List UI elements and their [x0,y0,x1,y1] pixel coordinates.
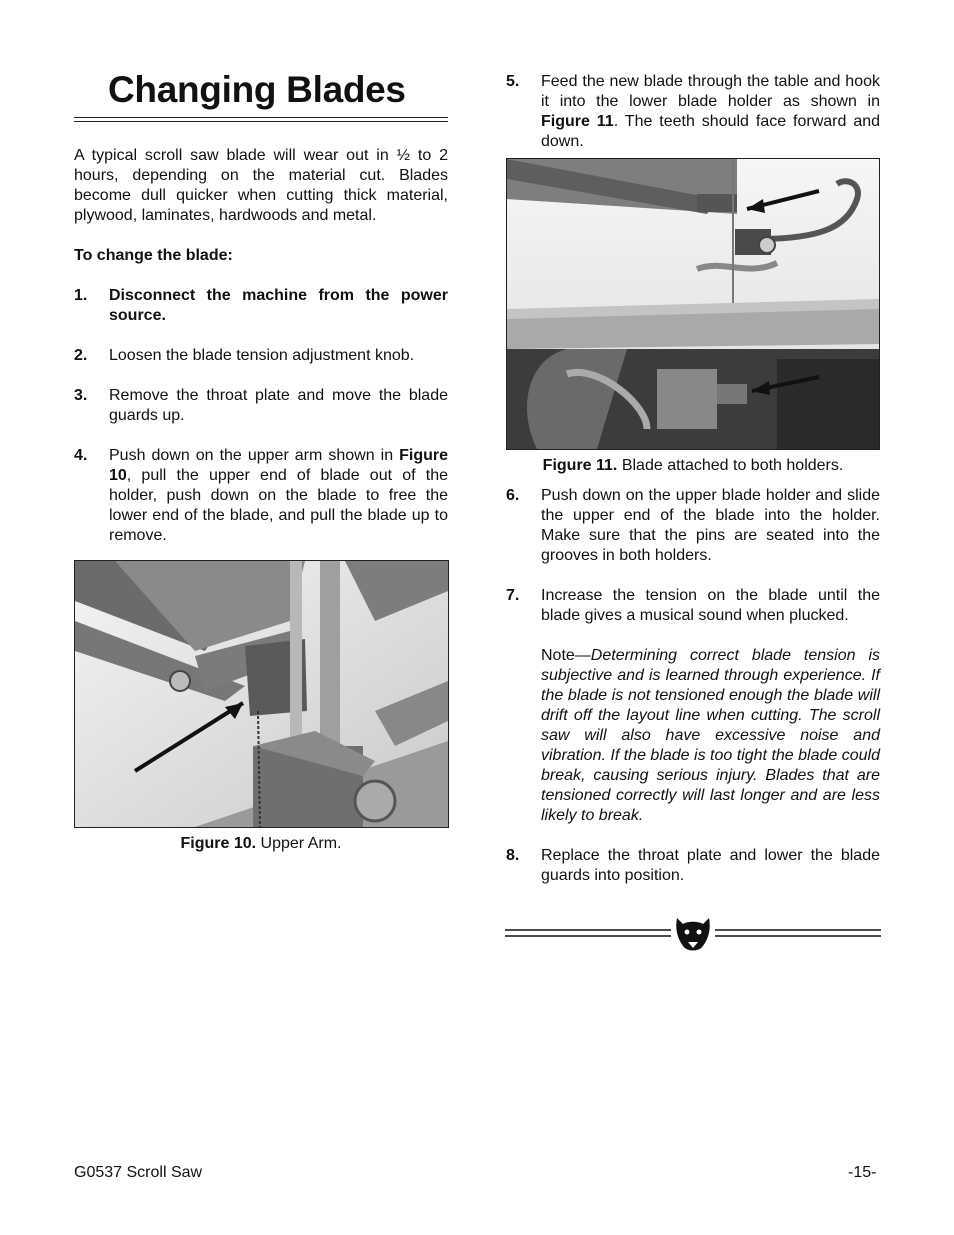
footer-page-number: -15- [848,1164,877,1181]
step-7 [506,586,880,826]
right-column [506,72,880,886]
step-text: Loosen the blade tension adjustment knob. [109,347,415,364]
title-rule [74,117,448,118]
step-3 [74,386,448,426]
steps-list-right [506,72,880,152]
step-text [109,446,448,546]
left-column [74,68,448,854]
figure-11-caption [506,456,880,476]
procedure-heading: To change the blade: [74,247,233,264]
note-label: Note— [541,647,591,664]
step-text [541,72,880,152]
blade-holders-illustration [507,159,879,449]
step-text-part: Push down on the upper arm shown in [109,447,400,464]
step-text-part: Increase the tension on the blade until the blade gives a musical sound when plucked. [541,587,880,624]
step-text-part: Feed the new blade through the table and hook it into the lower blade holder as shown in [541,73,880,110]
figure-10-caption [74,834,448,854]
step-4 [74,446,448,546]
note-paragraph [541,646,880,826]
step-8 [506,846,880,886]
step-6 [506,486,880,566]
step-text [541,586,880,826]
footer-model: G0537 Scroll Saw [74,1164,203,1181]
steps-list-left [74,286,448,546]
step-1 [74,286,448,326]
figure-11-label: Figure 11. [542,457,618,474]
step-text: Remove the throat plate and move the blade guards up. [109,387,448,424]
step-number: 8. [506,847,520,864]
title-rule-thin [74,121,448,122]
step-text: Push down on the upper blade holder and slide the upper end of the blade into the holder. Make sure that the pins are seated into the grooves in both holders. [541,487,880,564]
page-title: Changing Blades [108,69,406,110]
figure-11-photo [506,158,880,450]
figure-10-label: Figure 10. [180,835,257,852]
upper-arm-illustration [75,561,448,827]
bear-head-icon [505,912,881,958]
figure-10-caption-text: Upper Arm. [256,835,342,852]
step-number: 6. [506,487,520,504]
step-number: 3. [74,387,88,404]
step-text: Disconnect the machine from the power source. [109,287,448,324]
step-5 [506,72,880,152]
figure-reference: Figure 11 [541,113,614,130]
intro-paragraph: A typical scroll saw blade will wear out in ½ to 2 hours, depending on the material cut. Blades become dull quicker when cutting thick material, plywood, laminates, hardwoods and metal. [74,147,448,224]
step-text-part: , pull the upper end of blade out of the holder, push down on the blade to free the lower end of the blade, and pull the blade up to remove. [109,467,448,544]
figure-10-photo [74,560,449,828]
figure-reference: Figure 10 [109,447,448,484]
step-number: 7. [506,587,520,604]
step-number: 2. [74,347,88,364]
figure-11-caption-text: Blade attached to both holders. [617,457,844,474]
note-text: Determining correct blade tension is subjective and is learned through experience. If the blade is not tensioned enough the blade will drift off the layout line when cutting. The scroll saw will also have excessive noise and vibration. If the blade is too tight the blade could break, causing serious injury. Blades that are tensioned correctly will last longer and are less likely to break. [541,647,880,824]
steps-list-right-2 [506,486,880,886]
step-text-part: . The teeth should face forward and down. [541,113,881,150]
step-number: 4. [74,447,88,464]
step-text: Replace the throat plate and lower the blade guards into position. [541,847,880,884]
step-number: 1. [74,287,88,304]
step-number: 5. [506,73,520,90]
step-2 [74,346,448,366]
section-end-divider [505,912,881,958]
